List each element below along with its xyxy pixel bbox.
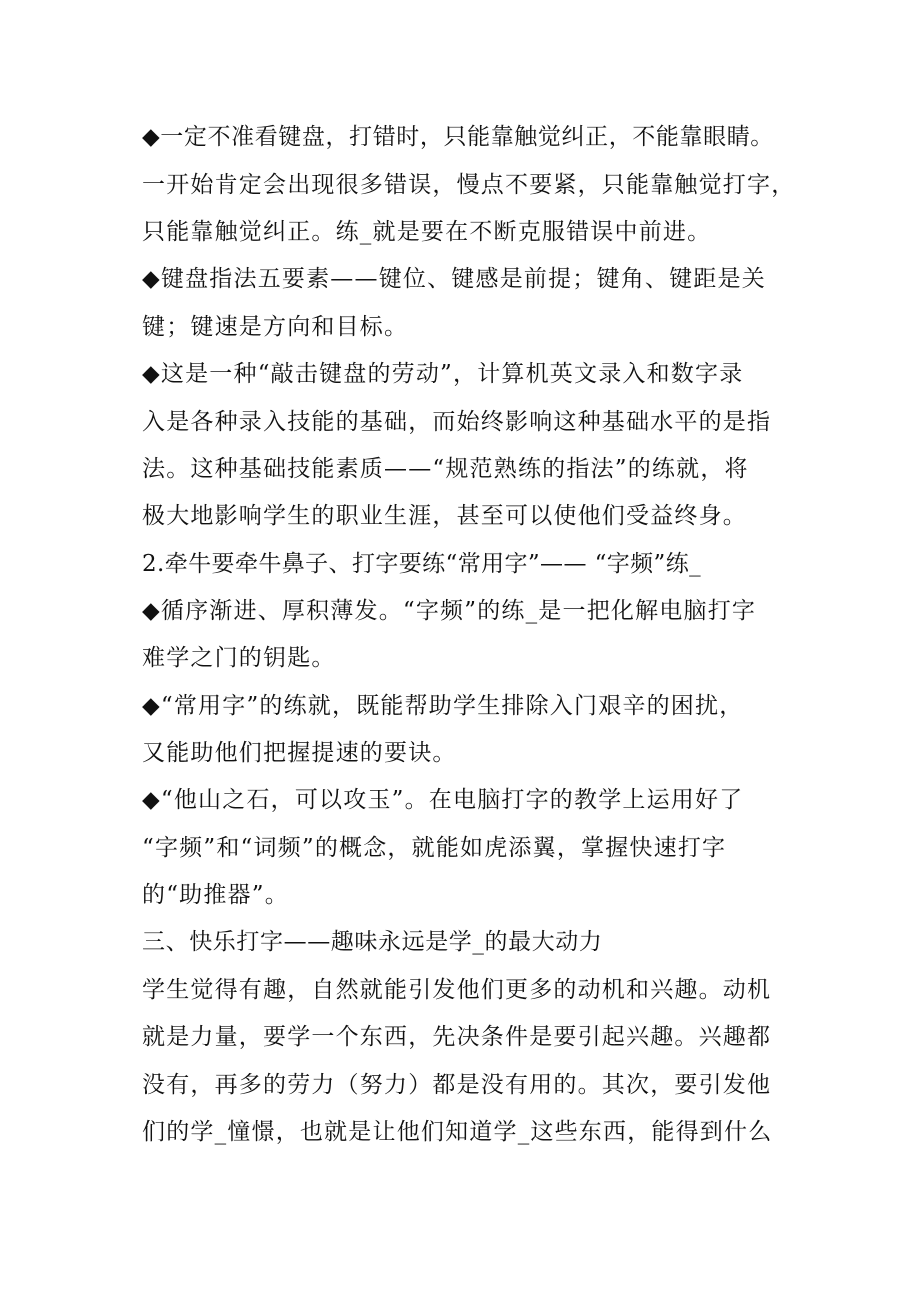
text-line-11: ◆循序渐进、厚积薄发。“字频”的练_是一把化解电脑打字 — [142, 598, 757, 624]
text-line-9: 极大地影响学生的职业生涯，甚至可以使他们受益终身。 — [142, 503, 747, 529]
text-line-6: ◆这是一种“敲击键盘的劳动”，计算机英文录入和数字录 — [142, 361, 744, 387]
text-line-5: 键；键速是方向和目标。 — [142, 314, 409, 340]
text-line-16: “字频”和“词频”的概念，就能如虎添翼，掌握快速打字 — [142, 835, 727, 861]
text-line-8: 法。这种基础技能素质——“规范熟练的指法”的练就，将 — [142, 456, 749, 482]
text-line-21: 没有，再多的劳力（努力）都是没有用的。其次，要引发他 — [142, 1072, 772, 1098]
text-line-20: 就是力量，要学一个东西，先决条件是要引起兴趣。兴趣都 — [142, 1024, 772, 1050]
text-line-3: 只能靠触觉纠正。练_就是要在不断克服错误中前进。 — [142, 219, 712, 245]
text-line-22: 们的学_憧憬，也就是让他们知道学_这些东西，能得到什么 — [142, 1119, 773, 1145]
section-heading-3: 三、快乐打字——趣味永远是学_的最大动力 — [142, 929, 603, 955]
text-line-15: ◆“他山之石，可以攻玉”。在电脑打字的教学上运用好了 — [142, 787, 744, 813]
text-line-4: ◆键盘指法五要素——键位、键感是前提；键角、键距是关 — [142, 266, 766, 292]
text-line-12: 难学之门的钥匙。 — [142, 645, 336, 671]
text-line-1: ◆一定不准看键盘，打错时，只能靠触觉纠正，不能靠眼睛。 — [142, 124, 774, 150]
text-line-17: 的“助推器”。 — [142, 882, 289, 908]
text-line-7: 入是各种录入技能的基础，而始终影响这种基础水平的是指 — [142, 409, 772, 435]
text-line-14: 又能助他们把握提速的要诀。 — [142, 740, 457, 766]
text-line-19: 学生觉得有趣，自然就能引发他们更多的动机和兴趣。动机 — [142, 977, 772, 1003]
section-heading-2: 2.牵牛要牵牛鼻子、打字要练“常用字”—— “字频”练_ — [142, 551, 701, 577]
text-line-13: ◆“常用字”的练就，既能帮助学生排除入门艰辛的困扰， — [142, 693, 744, 719]
text-line-2: 一开始肯定会出现很多错误，慢点不要紧，只能靠触觉打字， — [142, 172, 796, 198]
